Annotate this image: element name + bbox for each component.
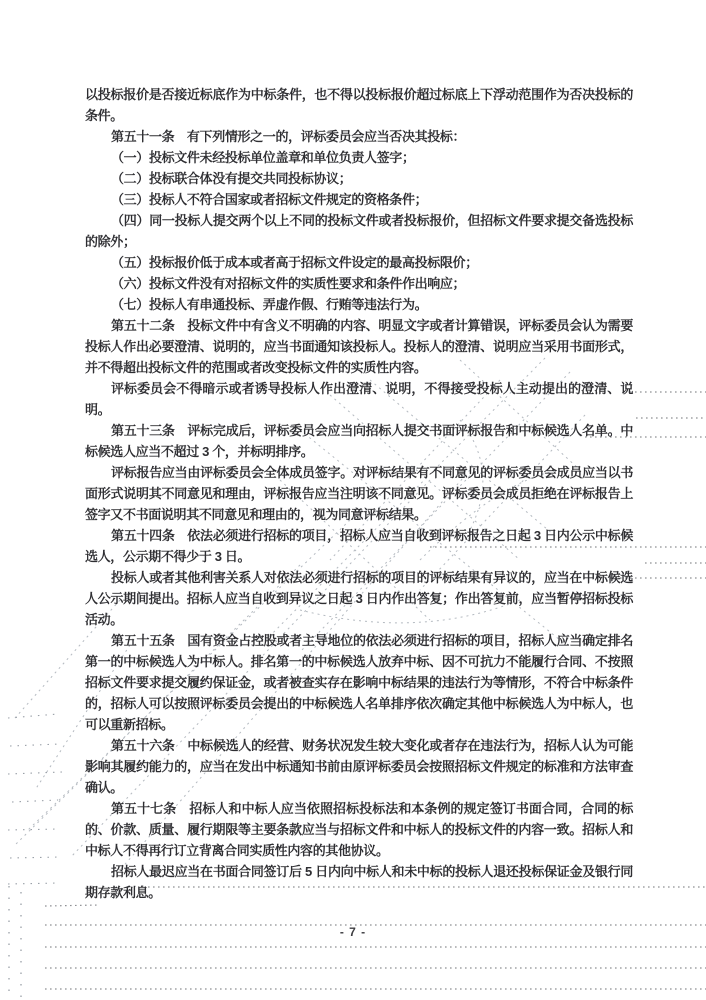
paragraph: 第五十一条 有下列情形之一的，评标委员会应当否决其投标：	[111, 129, 466, 144]
paragraph: （三）投标人不符合国家或者招标文件规定的资格条件；	[111, 192, 428, 207]
paragraph: 招标人最迟应当在书面合同签订后 5 日内向中标人和未中标的投标人退还投标保证金及银行同期存款利息。	[85, 864, 633, 900]
document-body	[85, 84, 633, 903]
paragraph: 第五十六条 中标候选人的经营、财务状况发生较大变化或者存在违法行为，招标人认为可能影响其履约能力的，应当在发出中标通知书前由原评标委员会按照招标文件规定的标准和方法审查确认。	[85, 738, 633, 795]
paragraph: （五）投标报价低于成本或者高于招标文件设定的最高投标限价；	[111, 255, 478, 270]
paragraph: 第五十二条 投标文件中有含义不明确的内容、明显文字或者计算错误，评标委员会认为需要投标人作出必要澄清、说明的，应当书面通知该投标人。投标人的澄清、说明应当采用书面形式，并不得超出投标文件的范围或者改变投标文件的实质性内容。	[85, 318, 633, 375]
paragraph: 评标委员会不得暗示或者诱导投标人作出澄清、说明，不得接受投标人主动提出的澄清、说明。	[85, 381, 633, 417]
paragraph: 投标人或者其他利害关系人对依法必须进行招标的项目的评标结果有异议的，应当在中标候选人公示期间提出。招标人应当自收到异议之日起 3 日内作出答复；作出答复前，应当暂停招标投标活动。	[85, 570, 633, 627]
paragraph: （四）同一投标人提交两个以上不同的投标文件或者投标报价，但招标文件要求提交备选投标的除外；	[85, 213, 633, 249]
paragraph: 第五十三条 评标完成后，评标委员会应当向招标人提交书面评标报告和中标候选人名单。中标候选人应当不超过 3 个，并标明排序。	[85, 423, 633, 459]
paragraph: （七）投标人有串通投标、弄虚作假、行贿等违法行为。	[111, 297, 428, 312]
left-edge-dots-icon	[9, 886, 21, 1000]
paragraph: （一）投标文件未经投标单位盖章和单位负责人签字；	[111, 150, 415, 165]
paragraph: （二）投标联合体没有提交共同投标协议；	[111, 171, 352, 186]
paragraph: 第五十四条 依法必须进行招标的项目，招标人应当自收到评标报告之日起 3 日内公示中标候选人，公示期不得少于 3 日。	[85, 528, 633, 564]
paragraph: 第五十七条 招标人和中标人应当依照招标投标法和本条例的规定签订书面合同，合同的标的、价款、质量、履行期限等主要条款应当与招标文件和中标人的投标文件的内容一致。招标人和中标人不得再行订立背离合同实质性内容的其他协议。	[85, 801, 633, 858]
paragraph: 评标报告应当由评标委员会全体成员签字。对评标结果有不同意见的评标委员会成员应当以书面形式说明其不同意见和理由，评标报告应当注明该不同意见。评标委员会成员拒绝在评标报告上签字又不书面说明其不同意见和理由的，视为同意评标结果。	[85, 465, 633, 522]
margin-speckle-icon	[8, 714, 62, 884]
paragraph: （六）投标文件没有对招标文件的实质性要求和条件作出响应；	[111, 276, 466, 291]
paragraph: 第五十五条 国有资金占控股或者主导地位的依法必须进行招标的项目，招标人应当确定排名第一的中标候选人为中标人。排名第一的中标候选人放弃中标、因不可抗力不能履行合同、不按照招标文件要求提交履约保证金，或者被查实存在影响中标结果的违法行为等情形，不符合中标条件的，招标人可以按照评标委员会提出的中标候选人名单排序依次确定其他中标候选人为中标人，也可以重新招标。	[85, 633, 633, 732]
page-number: - 7 -	[339, 925, 367, 939]
paragraph: 以投标报价是否接近标底作为中标条件，也不得以投标报价超过标底上下浮动范围作为否决投标的条件。	[85, 87, 633, 123]
